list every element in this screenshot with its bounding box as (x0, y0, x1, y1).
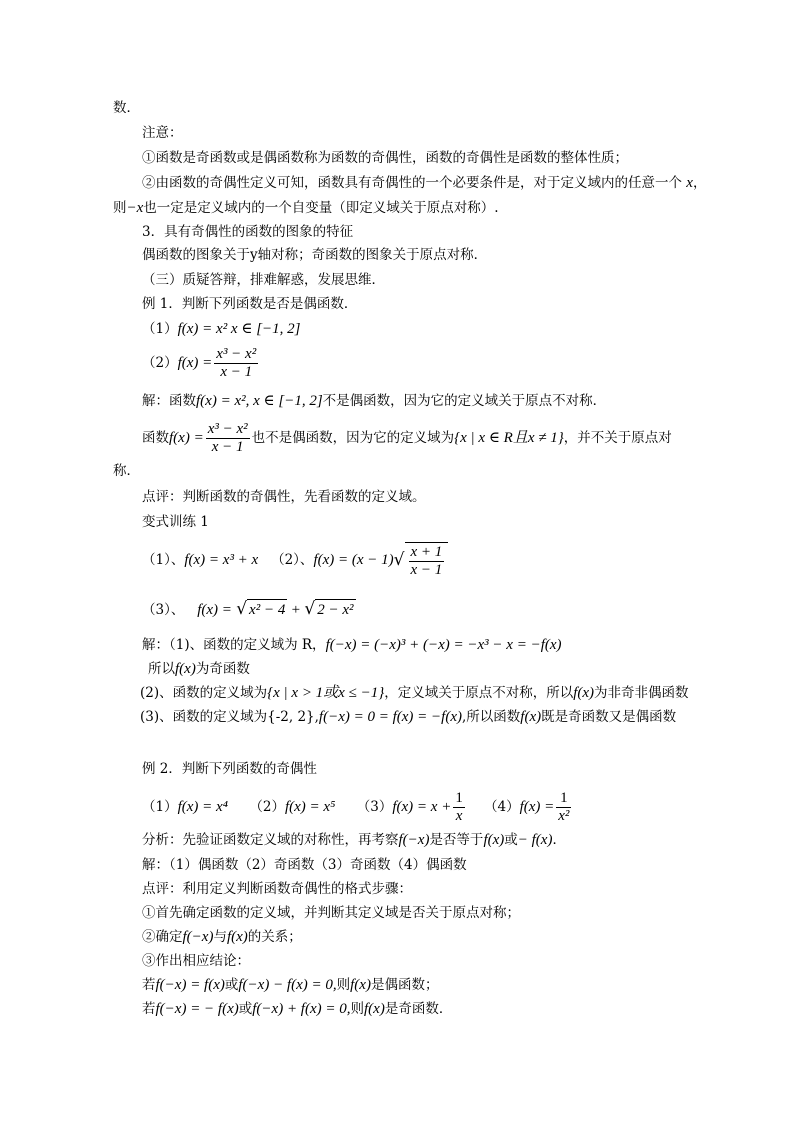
example-1-item-2: （2）f(x) = $\frac{\text{x³ − x²}}{x - 1}$ (142, 346, 257, 380)
fraction: $\frac{\text{x³ − x²}}{x - 1}$ (207, 421, 248, 455)
section-heading: 3．具有奇偶性的函数的图象的特征 (142, 224, 354, 240)
example-1-title: 例 1．判断下列函数是否是偶函数． (142, 296, 358, 312)
example-1-item-1: （1）f(x) = x² x ∈ [−1, 2] (142, 321, 301, 337)
analysis: 分析：先验证函数定义域的对称性，再考察f(−x)是否等于f(x)或− f(x)． (142, 832, 566, 848)
exercise-solution-2: (2)、函数的定义域为{x | x > 1或x ≤ −1}，定义域关于原点不对称，所以f(x)为非奇非偶函数 (140, 685, 689, 701)
comment-2: 点评：利用定义判断函数奇偶性的格式步骤： (142, 881, 412, 897)
step-2: ②确定f(−x)与f(x)的关系； (142, 929, 302, 945)
note-1: ①函数是奇函数或是偶函数称为函数的奇偶性，函数的奇偶性是函数的整体性质； (142, 150, 628, 166)
fraction: $\frac{\text{x³ − x²}}{x - 1}$ (216, 346, 257, 380)
fraction: $\frac{1}{x}$ (455, 790, 463, 824)
sqrt: √ $\frac{x + 1}{x - 1}$ (394, 542, 449, 579)
solution-1b: 函数f(x) = $\frac{\text{x³ − x²}}{x - 1}$ 也不是偶函数，因为它的定义域为{x | x ∈ R且x ≠ 1}，并不关于原点对 (142, 421, 672, 455)
note-2-cont: 则−x也一定是定义域内的一个自变量（即定义域关于原点对称）. (113, 200, 499, 216)
example-2-title: 例 2．判断下列函数的奇偶性 (142, 761, 317, 777)
section-heading-3: （三）质疑答辩，排难解惑，发展思维． (142, 272, 385, 288)
note-2: ②由函数的奇偶性定义可知，函数具有奇偶性的一个必要条件是，对于定义域内的任意一个 x， (142, 175, 707, 191)
conclusion-even: 若f(−x) = f(x)或f(−x) − f(x) = 0,则f(x)是偶函数； (142, 977, 439, 993)
conclusion-odd: 若f(−x) = − f(x)或f(−x) + f(x) = 0,则f(x)是奇函数． (142, 1001, 453, 1017)
exercise-solution-1b: 所以f(x)为奇函数 (148, 661, 250, 677)
text-line: 称． (113, 463, 140, 479)
graph-feature: 偶函数的图象关于y轴对称；奇函数的图象关于原点对称． (142, 247, 488, 263)
exercise-solution-3: (3)、函数的定义域为{-2, 2},f(−x) = 0 = f(x) = −f(x),所以函数f(x)既是奇函数又是偶函数 (140, 709, 677, 725)
exercise-1-items: （1）、f(x) = x³ + x （2）、f(x) = (x − 1)√ $\frac{x + 1}{x - 1}$ (142, 542, 448, 579)
comment-1: 点评：判断函数的奇偶性，先看函数的定义域。 (142, 489, 426, 505)
step-3: ③作出相应结论： (142, 953, 250, 969)
exercise-solution-1: 解：（1)、函数的定义域为 R，f(−x) = (−x)³ + (−x) = −x³ − x = −f(x) (142, 637, 562, 653)
note-heading: 注意： (142, 125, 183, 141)
example-2-items: （1）f(x) = x⁴ （2）f(x) = x⁵ （3）f(x) = x + $\frac{1}{x}$ （4）f(x) = $\frac{1}{\text{x²}}$ (142, 790, 570, 824)
exercise-1-item-3: （3）、 f(x) = √ x² − 4 + √ 2 − x² (142, 599, 354, 619)
text-line: 数． (113, 100, 140, 116)
solution-1: 解：函数f(x) = x², x ∈ [−1, 2]不是偶函数，因为它的定义域关于原点不对称． (142, 393, 607, 409)
example-2-solution: 解：（1）偶函数（2）奇函数（3）奇函数（4）偶函数 (142, 857, 467, 873)
exercise-1-title: 变式训练 1 (142, 514, 209, 530)
step-1: ①首先确定函数的定义域，并判断其定义域是否关于原点对称； (142, 905, 520, 921)
fraction: $\frac{1}{\text{x²}}$ (558, 790, 570, 824)
